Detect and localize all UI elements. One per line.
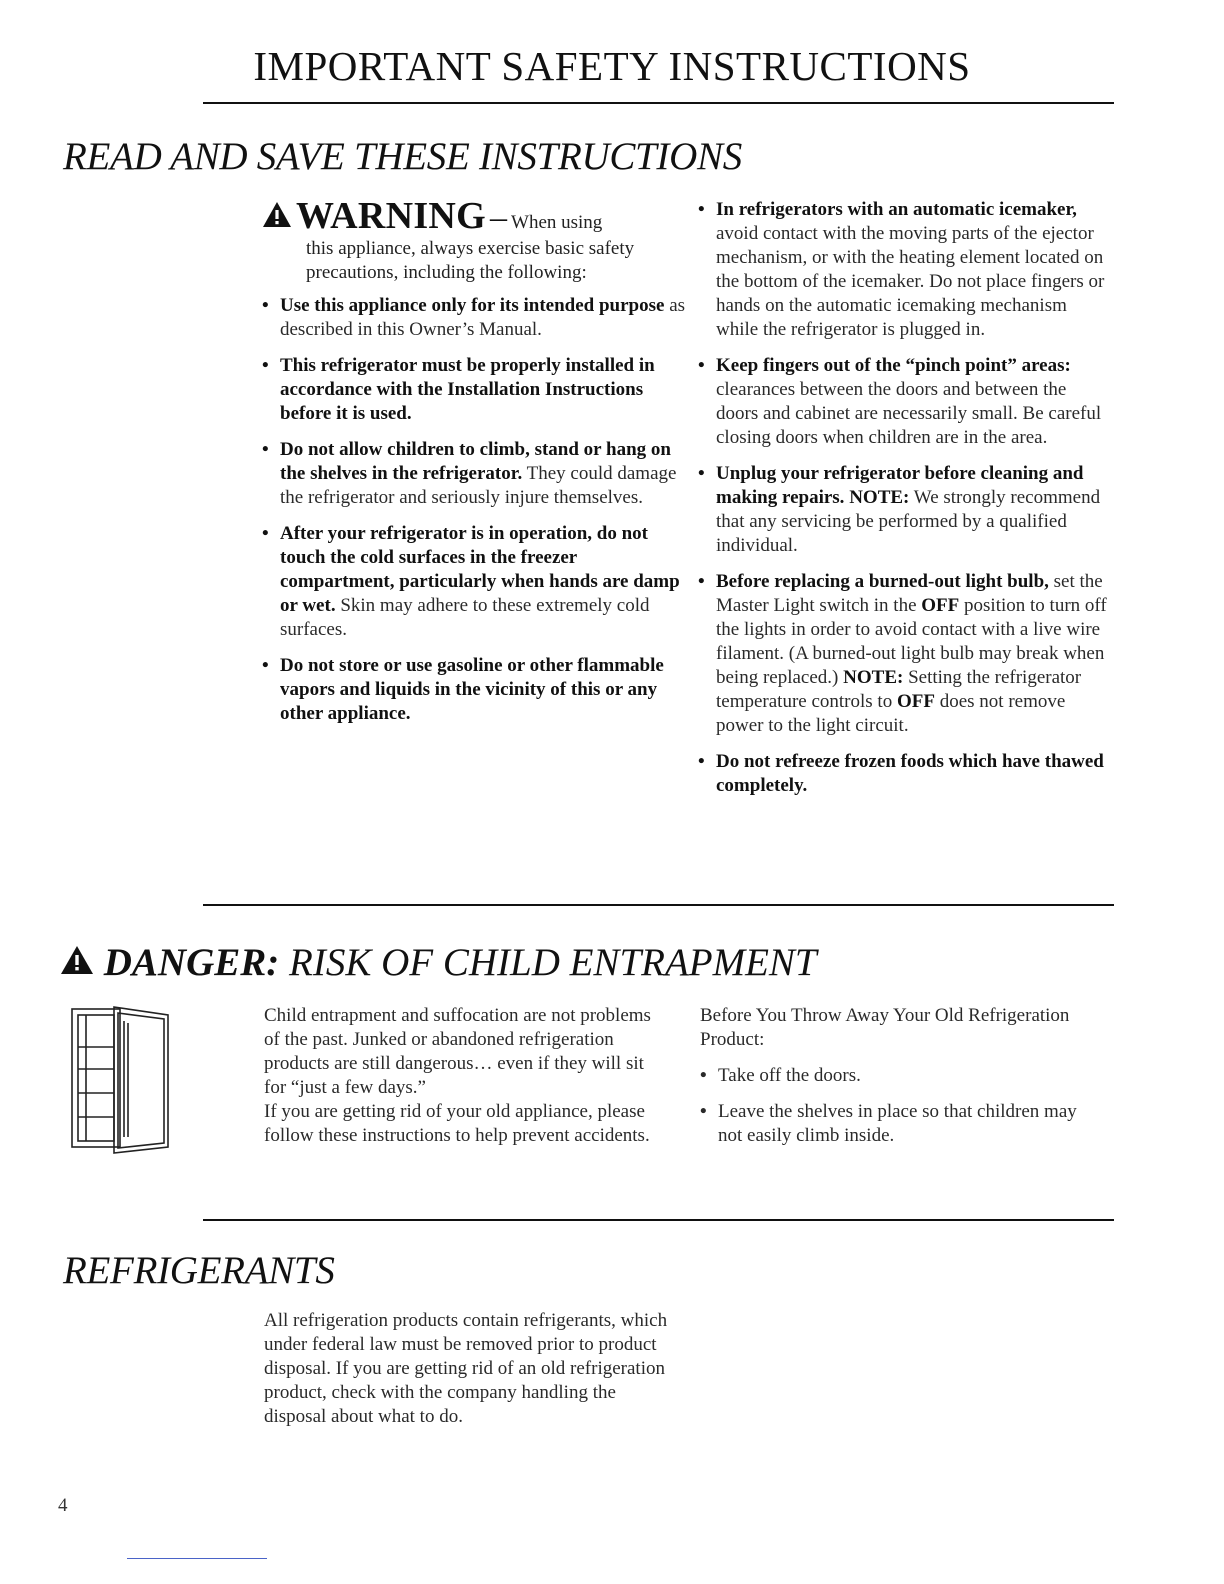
- list-item: • Do not refreeze frozen foods which have thawed completely.: [698, 750, 1108, 798]
- danger-word: DANGER:: [103, 941, 280, 984]
- divider: [203, 1219, 1114, 1221]
- warning-dash: –: [490, 199, 508, 236]
- divider: [203, 102, 1114, 104]
- list-item: • Keep fingers out of the “pinch point” areas: clearances between the doors and between the doors and cabinet are necessarily small. Be careful closing doors when children are in the area.: [698, 354, 1108, 450]
- list-item: • In refrigerators with an automatic icemaker, avoid contact with the moving parts of the ejector mechanism, or with the heating element located on the bottom of the icemaker. Do not place fingers or hands on the automatic icemaking mechanism while the refrigerator is plugged in.: [698, 198, 1108, 342]
- page-number: 4: [58, 1495, 68, 1516]
- entrapment-paragraph: Child entrapment and suffocation are not problems of the past. Junked or abandoned refrigeration products are still dangerous… even if they will sit for “just a few days.”: [264, 1005, 651, 1098]
- page-title: IMPORTANT SAFETY INSTRUCTIONS: [253, 43, 971, 89]
- disposal-intro: Before You Throw Away Your Old Refrigeration Product:: [700, 1005, 1070, 1050]
- left-safety-list: [262, 294, 692, 738]
- list-item: • After your refrigerator is in operation, do not touch the cold surfaces in the freezer compartment, particularly when hands are damp or wet. Skin may adhere to these extremely cold surfaces.: [262, 522, 692, 642]
- list-item: • Use this appliance only for its intended purpose as described in this Owner’s Manual.: [262, 294, 692, 342]
- footer-rule: [127, 1558, 267, 1559]
- refrigerants-paragraph: All refrigeration products contain refrigerants, which under federal law must be removed prior to product disposal. If you are getting rid of an old refrigeration product, check with the company handling the disposal about what to do.: [264, 1310, 668, 1427]
- list-item: • Unplug your refrigerator before cleaning and making repairs. NOTE: We strongly recommend that any servicing be performed by a qualified individual.: [698, 462, 1108, 558]
- right-safety-list: [698, 198, 1108, 810]
- danger-title: RISK OF CHILD ENTRAPMENT: [289, 941, 817, 984]
- danger-right-text: [700, 1004, 1100, 1160]
- warning-triangle-icon: [262, 201, 292, 228]
- warning-triangle-icon: [60, 945, 94, 975]
- refrigerator-illustration: [68, 1005, 174, 1155]
- warning-text: this appliance, always exercise basic safety precautions, including the following:: [306, 238, 635, 283]
- danger-left-text: [264, 1004, 664, 1148]
- refrigerants-heading: REFRIGERANTS: [63, 1249, 335, 1292]
- list-item: • Before replacing a burned-out light bulb, set the Master Light switch in the OFF position to turn off the lights in order to avoid contact with a live wire filament. (A burned-out light bulb may break when being replaced.) NOTE: Setting the refrigerator temperature controls to OFF does not remove power to the light circuit.: [698, 570, 1108, 738]
- list-item: • Take off the doors.: [700, 1064, 1100, 1088]
- warning-word: WARNING: [296, 195, 487, 237]
- list-item: • Leave the shelves in place so that children may not easily climb inside.: [700, 1100, 1100, 1148]
- list-item: • Do not allow children to climb, stand or hang on the shelves in the refrigerator. They could damage the refrigerator and seriously injure themselves.: [262, 438, 692, 510]
- read-save-heading: READ AND SAVE THESE INSTRUCTIONS: [63, 135, 742, 178]
- warning-lead: When using: [511, 212, 603, 233]
- list-item: • Do not store or use gasoline or other flammable vapors and liquids in the vicinity of this or any other appliance.: [262, 654, 692, 726]
- danger-heading: [60, 940, 817, 986]
- divider: [203, 904, 1114, 906]
- disposal-paragraph: If you are getting rid of your old appliance, please follow these instructions to help prevent accidents.: [264, 1101, 650, 1146]
- list-item: • This refrigerator must be properly installed in accordance with the Installation Instructions before it is used.: [262, 354, 692, 426]
